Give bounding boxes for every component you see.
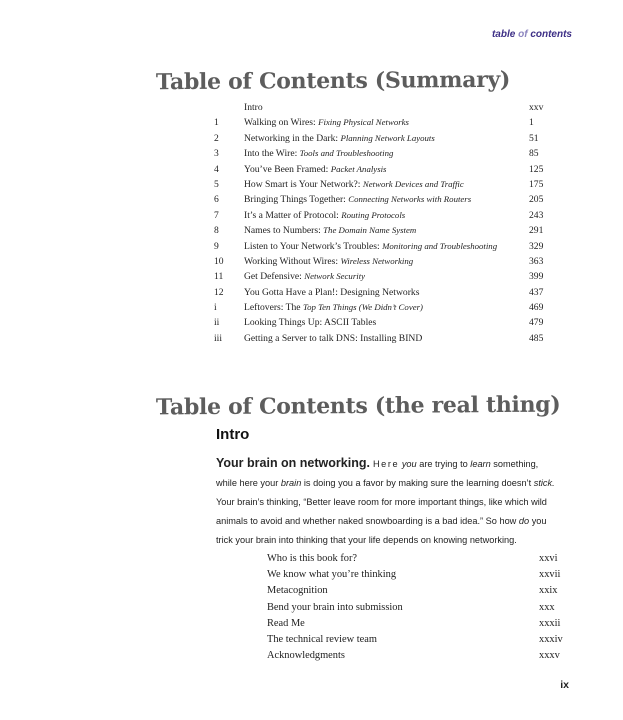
intro-item[interactable] [267,616,567,632]
chapter-number: iii [214,332,222,344]
intro-section-list [267,551,567,664]
chapter-title-text: Getting a Server to talk DNS: Installing BIND [244,332,423,344]
summary-row-chapter-7[interactable] [214,208,554,223]
summary-row-appendix-iii[interactable] [214,331,554,346]
chapter-subtitle: Planning Network Layouts [340,132,435,143]
chapter-number: ii [214,317,220,329]
summary-row-chapter-1[interactable] [214,115,554,130]
page-number: 1 [529,117,534,129]
page-number: xxix [539,585,558,597]
intro-text-stick: stick. [533,478,555,488]
intro-paragraph [216,454,556,550]
summary-row-chapter-5[interactable] [214,177,554,192]
page-number: xxv [529,102,544,113]
summary-row-chapter-3[interactable] [214,146,554,161]
section-title: Acknowledgments [267,650,345,662]
page-number: xxxiv [539,633,563,645]
summary-heading: Table of Contents (Summary) [155,66,511,96]
page-number: 469 [529,302,544,314]
chapter-title [244,192,471,207]
chapter-subtitle: Routing Protocols [341,209,406,220]
summary-row-appendix-i[interactable] [214,300,554,315]
page-number: 363 [529,255,544,267]
intro-text-brain: brain [280,478,302,488]
page-number: xxvi [539,553,558,564]
chapter-subtitle: Network Security [304,271,366,282]
intro-text: you trick your brain into thinking that your life depends on knowing networking. [216,516,547,545]
chapter-subtitle: Packet Analysis [330,163,387,174]
intro-text: something, while here your [216,459,539,488]
page-number: xxxv [539,650,560,662]
intro-text-here: Here [372,459,400,469]
intro-item[interactable] [267,632,567,648]
intro-item[interactable] [267,600,567,616]
chapter-title-text: Intro [244,102,263,113]
summary-row-chapter-6[interactable] [214,192,554,207]
intro-text-learn: learn [470,459,491,469]
chapter-number: 9 [214,240,219,252]
chapter-number: 11 [214,271,224,283]
chapter-title [244,254,413,269]
chapter-subtitle: Connecting Networks with Routers [348,194,472,205]
section-title: We know what you’re thinking [267,569,397,581]
chapter-number: 10 [214,255,224,267]
page-number: 479 [529,317,544,329]
intro-text: are trying to [419,459,468,469]
page-number: 291 [529,225,544,237]
chapter-title-text: Names to Numbers: [244,225,321,237]
chapter-subtitle: Wireless Networking [340,255,414,266]
chapter-subtitle: Top Ten Things (We Didn’t Cover) [302,302,423,313]
chapter-title [244,331,422,346]
page-number: 51 [529,132,539,144]
chapter-title-text: You’ve Been Framed: [244,163,329,175]
intro-item[interactable] [267,583,567,599]
page-number: 125 [529,163,544,175]
intro-lead: Your brain on networking. [216,456,370,470]
page-number: 85 [529,148,539,160]
chapter-title [244,100,263,115]
intro-text-you: you [401,459,417,469]
intro-text-do: do [518,516,530,526]
summary-row-chapter-11[interactable] [214,269,554,284]
chapter-subtitle: Network Devices and Traffic [362,178,464,189]
chapter-subtitle: Tools and Troubleshooting [299,148,394,159]
page-number: 175 [529,178,544,190]
chapter-title [244,315,376,330]
intro-heading[interactable]: Intro [216,426,250,443]
summary-list [214,100,554,346]
page-number: 243 [529,209,544,221]
chapter-title-text: Looking Things Up: ASCII Tables [244,317,377,329]
chapter-title-text: How Smart is Your Network?: [244,178,361,190]
summary-row-appendix-ii[interactable] [214,315,554,330]
chapter-title-text: Get Defensive: [244,271,302,283]
running-head-of: of [518,29,528,40]
running-head-table: table [491,29,516,40]
summary-row-intro[interactable] [214,100,554,115]
chapter-title-text: Networking in the Dark: [244,132,339,144]
page-number: 399 [529,271,544,283]
chapter-number: 7 [214,209,219,221]
chapter-title-text: Working Without Wires: [244,255,339,267]
chapter-number: i [214,302,217,314]
page-number: xxx [539,601,555,613]
chapter-title [244,162,386,177]
page-number: 485 [529,332,544,344]
chapter-title [244,285,419,300]
page-number: 329 [529,240,544,252]
chapter-number: 2 [214,132,219,144]
chapter-title [244,269,365,284]
chapter-title [244,115,409,130]
full-toc-heading: Table of Contents (the real thing) [155,391,561,421]
chapter-title [244,223,416,238]
page-number: xxxii [539,617,561,629]
chapter-number: 12 [214,286,224,298]
summary-row-chapter-4[interactable] [214,162,554,177]
chapter-title-text: Listen to Your Network’s Troubles: [244,240,380,252]
intro-item[interactable] [267,551,567,567]
intro-text: Your brain’s thinking, “Better leave room for more important things, like which wild animals to avoid and whether naked snowboarding is a bad idea.” So how [216,497,547,526]
chapter-subtitle: Monitoring and Troubleshooting [382,240,498,251]
chapter-title [244,239,497,254]
summary-row-chapter-10[interactable] [214,254,554,269]
chapter-title [244,300,423,315]
chapter-number: 3 [214,148,219,160]
summary-row-chapter-12[interactable] [214,285,554,300]
running-head-contents: contents [530,29,572,40]
page-number: 437 [529,286,544,298]
chapter-title [244,177,464,192]
page-folio: ix [560,679,569,691]
summary-row-chapter-9[interactable] [214,239,554,254]
section-title: Bend your brain into submission [267,601,403,613]
page-number: xxvii [539,569,561,581]
chapter-title [244,131,435,146]
chapter-subtitle: The Domain Name System [323,225,417,236]
section-title: Who is this book for? [267,553,358,564]
section-title: Metacognition [267,585,328,597]
chapter-number: 6 [214,194,219,206]
summary-row-chapter-8[interactable] [214,223,554,238]
intro-item[interactable] [267,567,567,583]
chapter-title-text: Walking on Wires: [244,117,316,129]
chapter-number: 4 [214,163,219,175]
chapter-title-text: You Gotta Have a Plan!: Designing Networks [244,286,420,298]
running-head [492,29,572,40]
section-title: Read Me [267,617,305,629]
chapter-title [244,208,405,223]
chapter-title-text: Bringing Things Together: [244,194,346,206]
intro-item[interactable] [267,648,567,664]
chapter-subtitle: Fixing Physical Networks [318,117,409,128]
page-number: 205 [529,194,544,206]
chapter-title [244,146,393,161]
intro-text: is doing you a favor by making sure the learning doesn’t [303,478,532,488]
summary-row-chapter-2[interactable] [214,131,554,146]
chapter-number: 1 [214,117,219,129]
chapter-number: 8 [214,225,219,237]
chapter-number: 5 [214,178,219,190]
chapter-title-text: It’s a Matter of Protocol: [244,209,339,221]
chapter-title-text: Leftovers: The [244,302,301,314]
chapter-title-text: Into the Wire: [244,148,298,160]
section-title: The technical review team [267,633,377,645]
